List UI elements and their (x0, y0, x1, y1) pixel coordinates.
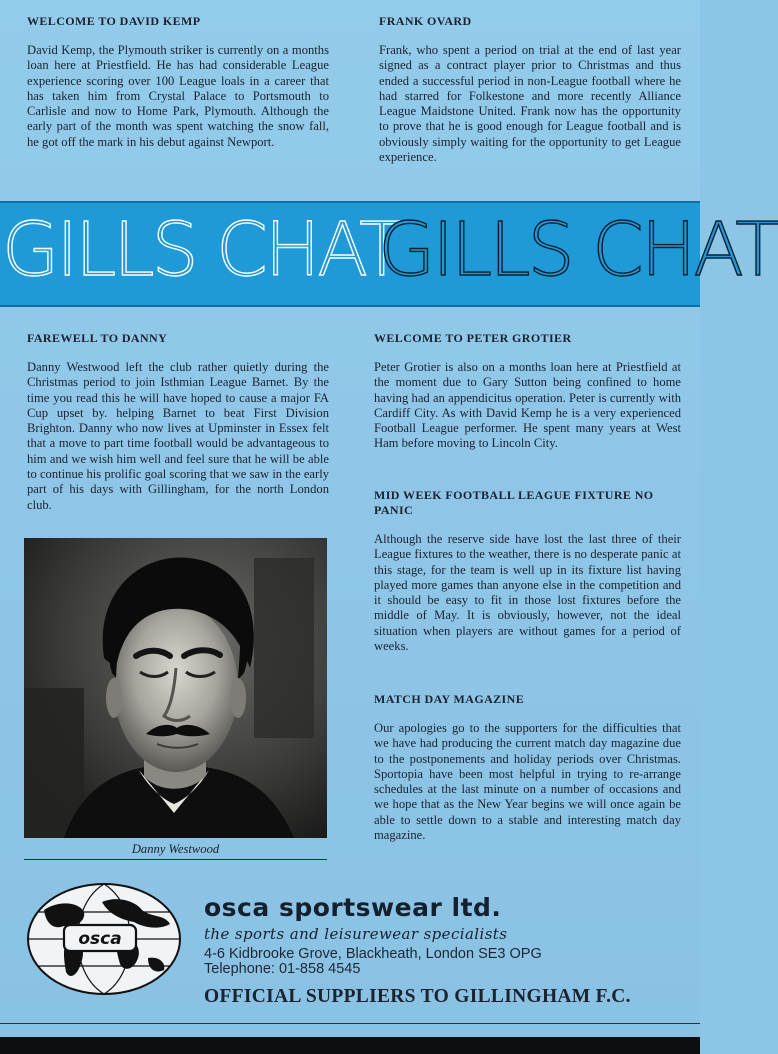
danny-westwood-photo (24, 538, 327, 838)
osca-company-name: osca sportswear ltd. (204, 893, 502, 922)
osca-tagline: the sports and leisurewear specialists (204, 925, 508, 943)
official-suppliers: OFFICIAL SUPPLIERS TO GILLINGHAM F.C. (204, 986, 631, 1007)
article-frank-ovard (379, 14, 681, 165)
osca-address: 4-6 Kidbrooke Grove, Blackheath, London SE3 OPG (204, 946, 542, 962)
article-david-kemp (27, 14, 329, 150)
article-match-day-magazine (374, 692, 681, 843)
heading-david-kemp: WELCOME TO DAVID KEMP (27, 14, 201, 28)
gills-chat-banner (0, 201, 778, 307)
heading-peter-grotier: WELCOME TO PETER GROTIER (374, 331, 572, 345)
footer-rule (0, 1023, 700, 1024)
text-peter-grotier: Peter Grotier is also on a months loan here at Priestfield at the moment due to Gary Sutton being confined to home having had an appendicitus operation. Peter is currently with Cardiff City. As with David Kemp he is a very experienced Football League performer. He spent many years at West Ham before moving to Lincoln City. (374, 360, 681, 451)
text-frank-ovard: Frank, who spent a period on trial at the end of last year signed as a contract player prior to Christmas and thus ended a successful period in non-League football where he had starred for Folkestone and more recently Alliance League Maidstone United. Frank now has the opportunity to prove that he is good enough for League football and is obviously simply waiting for the opportunity to get League experience. (379, 43, 681, 165)
heading-farewell-danny: FAREWELL TO DANNY (27, 331, 168, 345)
text-midweek-fixture: Although the reserve side have lost the last three of their League fixtures to the weather, there is no desperate panic at this stage, for the team is well up in its fixture list having played more games than anyone else in the competition and it should be easy to fit in those lost fixtures before the middle of May. It is obviously, however, not the ideal situation when players are without games for a period of weeks. (374, 532, 681, 654)
text-match-day-magazine: Our apologies go to the supporters for the difficulties that we have had producing the current match day magazine due to the postponements and holiday periods over Christmas. Sportopia have been most helpful in trying to re-arrange schedules at the last minute on a number of occasions and we hope that as the New Year begins we will once again be able to settle down to a stable and interesting match day magazine. (374, 721, 681, 843)
heading-frank-ovard: FRANK OVARD (379, 14, 472, 28)
banner-title-1: GILLS CHAT (2, 207, 402, 293)
caption-rule (24, 859, 327, 860)
portrait-illustration (24, 538, 327, 838)
text-farewell-danny: Danny Westwood left the club rather quietly during the Christmas period to join Isthmian League Barnet. By the time you read this he will have hoped to cause a major FA Cup upset by. helping Barnet to beat First Division Brighton. Danny who now lives at Upminster in Essex felt that a move to part time football would be advantageous to him and we wish him well and feel sure that he will be able to continue his prolific goal scoring that we saw in the early part of his days with Gillingham, for the north London club. (27, 360, 329, 512)
banner-title-2: GILLS CHAT (378, 207, 778, 293)
article-peter-grotier (374, 331, 681, 452)
heading-match-day-magazine: MATCH DAY MAGAZINE (374, 692, 525, 706)
osca-logo-label: osca (78, 929, 122, 949)
article-farewell-danny (27, 331, 329, 513)
scan-edge (0, 1037, 700, 1054)
article-midweek-fixture (374, 488, 681, 654)
photo-caption: Danny Westwood (131, 842, 220, 856)
heading-midweek-fixture: MID WEEK FOOTBALL LEAGUE FIXTURE NO PANIC (374, 488, 654, 517)
osca-globe-logo (24, 880, 184, 998)
text-david-kemp: David Kemp, the Plymouth striker is currently on a months loan here at Priestfield. He has had considerable League experience scoring over 100 League loals in a career that has taken him from Crystal Palace to Portsmouth to Carlisle and now to Home Park, Plymouth. Although the early part of the month was spent watching the snow fall, he got off the mark in his debut against Newport. (27, 43, 329, 149)
osca-telephone: Telephone: 01-858 4545 (204, 961, 361, 977)
